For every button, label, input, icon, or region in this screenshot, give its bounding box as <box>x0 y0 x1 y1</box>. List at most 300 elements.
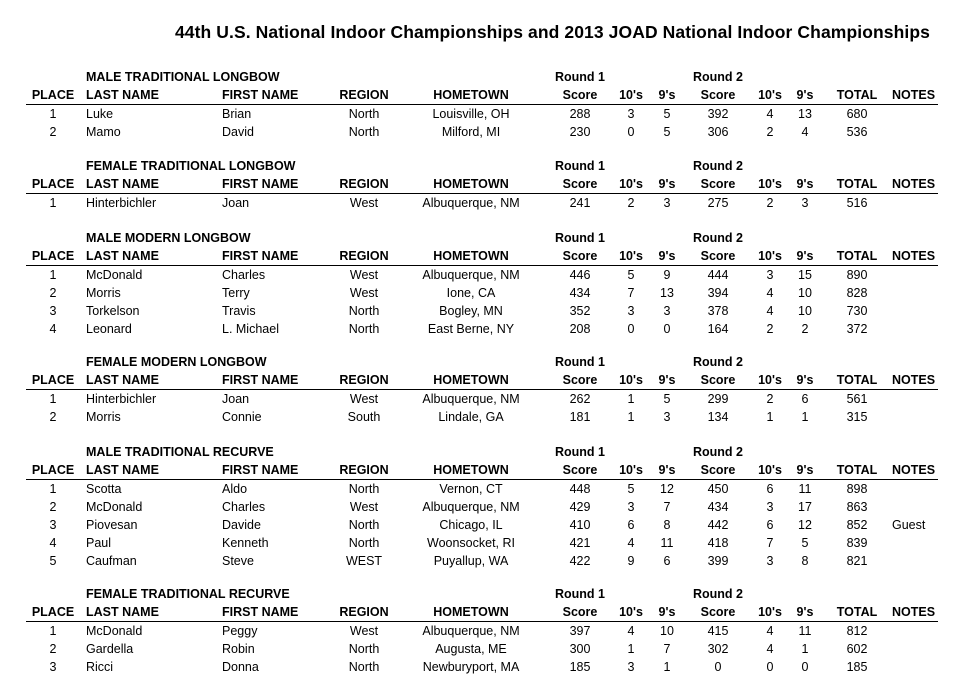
r2-10s-cell: 4 <box>766 107 774 121</box>
notes-header: NOTES <box>892 249 936 263</box>
r1-10s-cell: 1 <box>627 642 635 656</box>
r2-score-cell: 275 <box>707 196 729 210</box>
hometown-cell: Ione, CA <box>446 286 496 300</box>
r2-score-cell: 399 <box>707 554 729 568</box>
r1-score-cell: 208 <box>569 322 591 336</box>
r1-10s-cell: 0 <box>627 125 635 139</box>
first-header: FIRST NAME <box>222 605 299 619</box>
r2-score-cell: 0 <box>714 660 722 674</box>
r1-10s-cell: 3 <box>627 660 635 674</box>
r1-score-cell: 429 <box>569 500 591 514</box>
r2-9s-cell: 2 <box>801 322 809 336</box>
round1-label: Round 1 <box>555 355 605 369</box>
round1-label: Round 1 <box>555 445 605 459</box>
r1-score-cell: 181 <box>569 410 591 424</box>
last-cell: Mamo <box>86 125 121 139</box>
total-cell: 898 <box>846 482 868 496</box>
last-cell: Scotta <box>86 482 122 496</box>
r2-score-header: Score <box>700 373 736 387</box>
round2-label: Round 2 <box>693 587 743 601</box>
last-cell: Luke <box>86 107 114 121</box>
r2-10s-cell: 7 <box>766 536 774 550</box>
first-header: FIRST NAME <box>222 249 299 263</box>
r1-score-cell: 185 <box>569 660 591 674</box>
first-cell: Brian <box>222 107 252 121</box>
r2-score-header: Score <box>700 88 736 102</box>
category-header-row <box>0 229 964 247</box>
hometown-header: HOMETOWN <box>433 177 509 191</box>
total-cell: 828 <box>846 286 868 300</box>
r1-tens-header: 10's <box>619 249 643 263</box>
place-cell: 2 <box>49 286 57 300</box>
column-header-row <box>0 371 964 389</box>
r1-score-cell: 241 <box>569 196 591 210</box>
r1-10s-cell: 1 <box>627 410 635 424</box>
first-cell: L. Michael <box>222 322 279 336</box>
table-row <box>0 320 964 338</box>
r1-10s-cell: 4 <box>627 624 635 638</box>
total-cell: 372 <box>846 322 868 336</box>
r1-score-cell: 397 <box>569 624 591 638</box>
region-cell: North <box>348 642 380 656</box>
r1-score-cell: 446 <box>569 268 591 282</box>
r1-9s-cell: 5 <box>663 125 671 139</box>
r1-10s-cell: 7 <box>627 286 635 300</box>
r1-tens-header: 10's <box>619 373 643 387</box>
total-cell: 730 <box>846 304 868 318</box>
place-cell: 5 <box>49 554 57 568</box>
region-header: REGION <box>339 605 389 619</box>
r2-score-header: Score <box>700 177 736 191</box>
place-cell: 3 <box>49 660 57 674</box>
hometown-cell: Vernon, CT <box>439 482 503 496</box>
hometown-cell: Albuquerque, NM <box>422 500 520 514</box>
table-row <box>0 640 964 658</box>
round2-label: Round 2 <box>693 231 743 245</box>
total-cell: 315 <box>846 410 868 424</box>
category-section <box>0 353 964 426</box>
r1-9s-cell: 7 <box>663 500 671 514</box>
hometown-header: HOMETOWN <box>433 373 509 387</box>
round2-label: Round 2 <box>693 445 743 459</box>
r2-9s-cell: 5 <box>801 536 809 550</box>
last-cell: Hinterbichler <box>86 392 157 406</box>
last-cell: McDonald <box>86 268 143 282</box>
r1-score-cell: 448 <box>569 482 591 496</box>
r1-nines-header: 9's <box>658 605 676 619</box>
r1-9s-cell: 6 <box>663 554 671 568</box>
table-row <box>0 123 964 141</box>
category-section <box>0 229 964 338</box>
category-name: MALE MODERN LONGBOW <box>86 231 251 245</box>
first-cell: Steve <box>222 554 254 568</box>
total-cell: 812 <box>846 624 868 638</box>
r2-10s-cell: 2 <box>766 196 774 210</box>
category-name: FEMALE TRADITIONAL RECURVE <box>86 587 290 601</box>
last-cell: Caufman <box>86 554 137 568</box>
r1-tens-header: 10's <box>619 177 643 191</box>
r1-score-header: Score <box>562 249 598 263</box>
first-cell: Charles <box>222 268 266 282</box>
last-cell: Leonard <box>86 322 132 336</box>
total-cell: 185 <box>846 660 868 674</box>
round1-label: Round 1 <box>555 159 605 173</box>
r1-10s-cell: 1 <box>627 392 635 406</box>
r2-score-cell: 302 <box>707 642 729 656</box>
r1-10s-cell: 3 <box>627 500 635 514</box>
r2-score-header: Score <box>700 249 736 263</box>
category-header-row <box>0 157 964 175</box>
round1-label: Round 1 <box>555 70 605 84</box>
first-cell: Terry <box>222 286 250 300</box>
r1-score-cell: 288 <box>569 107 591 121</box>
r2-score-cell: 134 <box>707 410 729 424</box>
hometown-cell: Albuquerque, NM <box>422 268 520 282</box>
hometown-cell: Bogley, MN <box>439 304 503 318</box>
round2-label: Round 2 <box>693 70 743 84</box>
r2-score-cell: 164 <box>707 322 729 336</box>
r1-10s-cell: 5 <box>627 482 635 496</box>
last-header: LAST NAME <box>86 463 159 477</box>
notes-header: NOTES <box>892 605 936 619</box>
last-header: LAST NAME <box>86 88 159 102</box>
first-cell: Charles <box>222 500 266 514</box>
r1-nines-header: 9's <box>658 463 676 477</box>
r1-score-header: Score <box>562 177 598 191</box>
r1-10s-cell: 5 <box>627 268 635 282</box>
category-header-row <box>0 353 964 371</box>
r2-score-cell: 450 <box>707 482 729 496</box>
table-row <box>0 480 964 498</box>
table-row <box>0 622 964 640</box>
category-section <box>0 585 964 676</box>
r2-9s-cell: 4 <box>801 125 809 139</box>
r1-10s-cell: 3 <box>627 107 635 121</box>
r2-9s-cell: 3 <box>801 196 809 210</box>
place-cell: 1 <box>49 268 57 282</box>
place-header: PLACE <box>31 88 75 102</box>
table-row <box>0 498 964 516</box>
last-cell: Paul <box>86 536 112 550</box>
r1-score-cell: 262 <box>569 392 591 406</box>
hometown-header: HOMETOWN <box>433 463 509 477</box>
region-cell: North <box>348 322 380 336</box>
r1-9s-cell: 5 <box>663 392 671 406</box>
r1-10s-cell: 3 <box>627 304 635 318</box>
first-cell: Travis <box>222 304 256 318</box>
r2-9s-cell: 1 <box>801 642 809 656</box>
r1-9s-cell: 10 <box>660 624 674 638</box>
r2-9s-cell: 6 <box>801 392 809 406</box>
total-header: TOTAL <box>836 249 878 263</box>
table-row <box>0 390 964 408</box>
category-name: MALE TRADITIONAL LONGBOW <box>86 70 280 84</box>
place-header: PLACE <box>31 249 75 263</box>
first-cell: Joan <box>222 392 250 406</box>
hometown-cell: Newburyport, MA <box>422 660 520 674</box>
category-name: FEMALE MODERN LONGBOW <box>86 355 267 369</box>
r2-9s-cell: 11 <box>798 624 812 638</box>
r2-10s-cell: 4 <box>766 642 774 656</box>
notes-header: NOTES <box>892 373 936 387</box>
notes-cell: Guest <box>892 518 926 532</box>
first-header: FIRST NAME <box>222 177 299 191</box>
total-header: TOTAL <box>836 373 878 387</box>
place-cell: 2 <box>49 500 57 514</box>
notes-header: NOTES <box>892 177 936 191</box>
r2-score-header: Score <box>700 605 736 619</box>
r2-9s-cell: 13 <box>798 107 812 121</box>
r1-score-cell: 352 <box>569 304 591 318</box>
r1-nines-header: 9's <box>658 177 676 191</box>
r1-score-header: Score <box>562 88 598 102</box>
r2-nines-header: 9's <box>796 373 814 387</box>
r2-9s-cell: 8 <box>801 554 809 568</box>
last-header: LAST NAME <box>86 249 159 263</box>
table-row <box>0 658 964 676</box>
region-cell: West <box>349 500 379 514</box>
r2-nines-header: 9's <box>796 177 814 191</box>
first-header: FIRST NAME <box>222 373 299 387</box>
category-header-row <box>0 443 964 461</box>
column-header-row <box>0 461 964 479</box>
hometown-header: HOMETOWN <box>433 249 509 263</box>
place-header: PLACE <box>31 605 75 619</box>
r2-tens-header: 10's <box>758 249 782 263</box>
round1-label: Round 1 <box>555 231 605 245</box>
table-row <box>0 552 964 570</box>
region-header: REGION <box>339 373 389 387</box>
place-cell: 1 <box>49 196 57 210</box>
last-cell: Torkelson <box>86 304 140 318</box>
first-cell: Davide <box>222 518 261 532</box>
first-cell: Robin <box>222 642 255 656</box>
column-header-row <box>0 175 964 193</box>
region-cell: WEST <box>345 554 383 568</box>
round2-label: Round 2 <box>693 355 743 369</box>
last-header: LAST NAME <box>86 605 159 619</box>
r1-score-cell: 434 <box>569 286 591 300</box>
r2-score-cell: 415 <box>707 624 729 638</box>
r1-9s-cell: 5 <box>663 107 671 121</box>
r1-9s-cell: 1 <box>663 660 671 674</box>
total-cell: 536 <box>846 125 868 139</box>
r1-score-header: Score <box>562 463 598 477</box>
category-header-row <box>0 585 964 603</box>
r1-nines-header: 9's <box>658 373 676 387</box>
r1-9s-cell: 0 <box>663 322 671 336</box>
place-header: PLACE <box>31 177 75 191</box>
r2-10s-cell: 4 <box>766 304 774 318</box>
r2-tens-header: 10's <box>758 463 782 477</box>
r2-tens-header: 10's <box>758 88 782 102</box>
last-cell: Morris <box>86 286 121 300</box>
r2-tens-header: 10's <box>758 177 782 191</box>
first-header: FIRST NAME <box>222 88 299 102</box>
table-row <box>0 408 964 426</box>
r2-9s-cell: 0 <box>801 660 809 674</box>
place-cell: 4 <box>49 536 57 550</box>
place-header: PLACE <box>31 463 75 477</box>
table-row <box>0 534 964 552</box>
r2-score-cell: 392 <box>707 107 729 121</box>
region-cell: South <box>347 410 381 424</box>
region-cell: North <box>348 304 380 318</box>
r1-score-cell: 410 <box>569 518 591 532</box>
r1-score-cell: 230 <box>569 125 591 139</box>
category-section <box>0 157 964 212</box>
r1-9s-cell: 7 <box>663 642 671 656</box>
hometown-cell: Albuquerque, NM <box>422 392 520 406</box>
first-cell: Kenneth <box>222 536 269 550</box>
r1-tens-header: 10's <box>619 605 643 619</box>
last-cell: Piovesan <box>86 518 138 532</box>
region-cell: West <box>349 286 379 300</box>
hometown-header: HOMETOWN <box>433 605 509 619</box>
r1-score-cell: 421 <box>569 536 591 550</box>
table-row <box>0 516 964 534</box>
total-cell: 516 <box>846 196 868 210</box>
total-cell: 863 <box>846 500 868 514</box>
r1-10s-cell: 9 <box>627 554 635 568</box>
last-header: LAST NAME <box>86 373 159 387</box>
column-header-row <box>0 247 964 265</box>
r1-10s-cell: 4 <box>627 536 635 550</box>
first-cell: Aldo <box>222 482 248 496</box>
region-cell: North <box>348 482 380 496</box>
total-header: TOTAL <box>836 177 878 191</box>
notes-header: NOTES <box>892 88 936 102</box>
r2-score-cell: 442 <box>707 518 729 532</box>
place-cell: 1 <box>49 107 57 121</box>
hometown-cell: Chicago, IL <box>439 518 503 532</box>
r2-score-cell: 394 <box>707 286 729 300</box>
r2-nines-header: 9's <box>796 463 814 477</box>
hometown-cell: Albuquerque, NM <box>422 196 520 210</box>
last-header: LAST NAME <box>86 177 159 191</box>
r2-10s-cell: 2 <box>766 392 774 406</box>
r2-tens-header: 10's <box>758 373 782 387</box>
r1-9s-cell: 8 <box>663 518 671 532</box>
column-header-row <box>0 86 964 104</box>
r2-nines-header: 9's <box>796 88 814 102</box>
r2-9s-cell: 10 <box>798 304 812 318</box>
place-cell: 3 <box>49 518 57 532</box>
total-cell: 602 <box>846 642 868 656</box>
first-cell: Connie <box>222 410 262 424</box>
hometown-cell: Puyallup, WA <box>433 554 509 568</box>
r1-score-cell: 300 <box>569 642 591 656</box>
region-cell: West <box>349 624 379 638</box>
r2-score-cell: 378 <box>707 304 729 318</box>
total-cell: 561 <box>846 392 868 406</box>
hometown-cell: Milford, MI <box>441 125 501 139</box>
total-cell: 852 <box>846 518 868 532</box>
hometown-cell: Albuquerque, NM <box>422 624 520 638</box>
r1-9s-cell: 3 <box>663 410 671 424</box>
total-header: TOTAL <box>836 463 878 477</box>
r2-score-cell: 299 <box>707 392 729 406</box>
place-cell: 1 <box>49 392 57 406</box>
first-cell: Joan <box>222 196 250 210</box>
region-cell: North <box>348 518 380 532</box>
last-cell: Ricci <box>86 660 114 674</box>
page-title: 44th U.S. National Indoor Championships and 2013 JOAD National Indoor Championships <box>174 22 930 42</box>
region-cell: North <box>348 660 380 674</box>
last-cell: Gardella <box>86 642 134 656</box>
r2-tens-header: 10's <box>758 605 782 619</box>
last-cell: McDonald <box>86 624 143 638</box>
place-cell: 2 <box>49 125 57 139</box>
total-cell: 680 <box>846 107 868 121</box>
region-header: REGION <box>339 88 389 102</box>
r2-nines-header: 9's <box>796 605 814 619</box>
total-cell: 821 <box>846 554 868 568</box>
column-header-row <box>0 603 964 621</box>
category-header-row <box>0 68 964 86</box>
r2-10s-cell: 4 <box>766 286 774 300</box>
hometown-cell: Lindale, GA <box>438 410 504 424</box>
place-header: PLACE <box>31 373 75 387</box>
r2-score-cell: 434 <box>707 500 729 514</box>
region-cell: West <box>349 268 379 282</box>
round2-label: Round 2 <box>693 159 743 173</box>
r1-9s-cell: 12 <box>660 482 674 496</box>
region-cell: North <box>348 536 380 550</box>
category-name: FEMALE TRADITIONAL LONGBOW <box>86 159 296 173</box>
r2-10s-cell: 2 <box>766 125 774 139</box>
r2-9s-cell: 12 <box>798 518 812 532</box>
r2-9s-cell: 17 <box>798 500 812 514</box>
r1-score-cell: 422 <box>569 554 591 568</box>
r2-score-cell: 418 <box>707 536 729 550</box>
region-cell: West <box>349 196 379 210</box>
r1-9s-cell: 3 <box>663 196 671 210</box>
r1-9s-cell: 11 <box>660 536 674 550</box>
total-header: TOTAL <box>836 88 878 102</box>
category-name: MALE TRADITIONAL RECURVE <box>86 445 274 459</box>
region-header: REGION <box>339 249 389 263</box>
table-row <box>0 266 964 284</box>
r2-10s-cell: 3 <box>766 268 774 282</box>
place-cell: 1 <box>49 482 57 496</box>
r2-9s-cell: 15 <box>798 268 812 282</box>
region-cell: West <box>349 392 379 406</box>
r1-nines-header: 9's <box>658 249 676 263</box>
place-cell: 2 <box>49 410 57 424</box>
round1-label: Round 1 <box>555 587 605 601</box>
r1-9s-cell: 3 <box>663 304 671 318</box>
total-cell: 890 <box>846 268 868 282</box>
first-cell: Donna <box>222 660 259 674</box>
r1-10s-cell: 0 <box>627 322 635 336</box>
r2-nines-header: 9's <box>796 249 814 263</box>
table-row <box>0 194 964 212</box>
place-cell: 1 <box>49 624 57 638</box>
region-header: REGION <box>339 463 389 477</box>
r2-9s-cell: 10 <box>798 286 812 300</box>
hometown-cell: East Berne, NY <box>427 322 515 336</box>
r1-nines-header: 9's <box>658 88 676 102</box>
r2-10s-cell: 2 <box>766 322 774 336</box>
category-section <box>0 443 964 570</box>
place-cell: 2 <box>49 642 57 656</box>
r1-score-header: Score <box>562 605 598 619</box>
r2-9s-cell: 11 <box>798 482 812 496</box>
r2-score-cell: 444 <box>707 268 729 282</box>
first-cell: Peggy <box>222 624 258 638</box>
r1-9s-cell: 13 <box>660 286 674 300</box>
